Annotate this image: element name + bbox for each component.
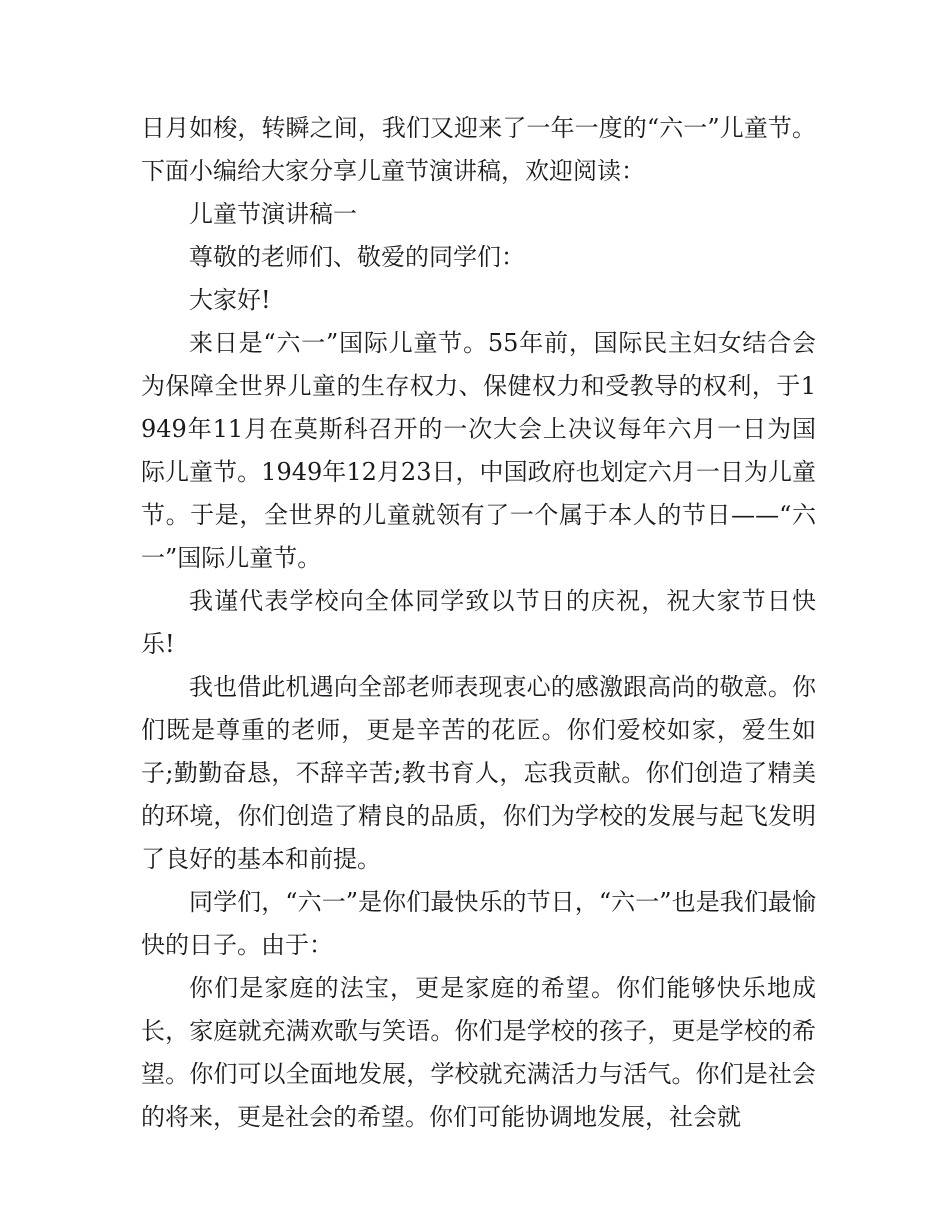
- paragraph-teachers: 我也借此机遇向全部老师表现衷心的感激跟高尚的敬意。你们既是尊重的老师，更是辛苦的花匠。你们爱校如家，爱生如子;勤勤奋恳，不辞辛苦;教书育人，忘我贡献。你们创造了精美的环境，你们创造了精良的品质，你们为学校的发展与起飞发明了良好的基本和前提。: [141, 673, 816, 873]
- paragraph-heading: 儿童节演讲稿一: [189, 200, 357, 228]
- paragraph-intro: 日月如梭，转瞬之间，我们又迎来了一年一度的“六一”儿童节。下面小编给大家分享儿童节演讲稿，欢迎阅读：: [141, 114, 816, 185]
- paragraph-history: 来日是“六一”国际儿童节。55年前，国际民主妇女结合会为保障全世界儿童的生存权力、保健权力和受教导的权利，于1949年11月在莫斯科召开的一次大会上决议每年六月一日为国际儿童节。1949年12月23日，中国政府也划定六月一日为儿童节。于是，全世界的儿童就领有了一个属于本人的节日——“六一”国际儿童节。: [141, 329, 816, 572]
- paragraph-students: 同学们，“六一”是你们最快乐的节日，“六一”也是我们最愉快的日子。由于：: [141, 888, 816, 959]
- paragraph-greeting: 大家好!: [189, 286, 271, 314]
- paragraph-hope: 你们是家庭的法宝，更是家庭的希望。你们能够快乐地成长，家庭就充满欢歌与笑语。你们是学校的孩子，更是学校的希望。你们可以全面地发展，学校就充满活力与活气。你们是社会的将来，更是社会的希望。你们可能协调地发展，社会就: [141, 974, 816, 1131]
- paragraph-salutation: 尊敬的老师们、敬爱的同学们：: [189, 243, 525, 271]
- paragraph-wishes: 我谨代表学校向全体同学致以节日的庆祝，祝大家节日快乐!: [141, 587, 816, 658]
- document-body: [141, 107, 816, 1139]
